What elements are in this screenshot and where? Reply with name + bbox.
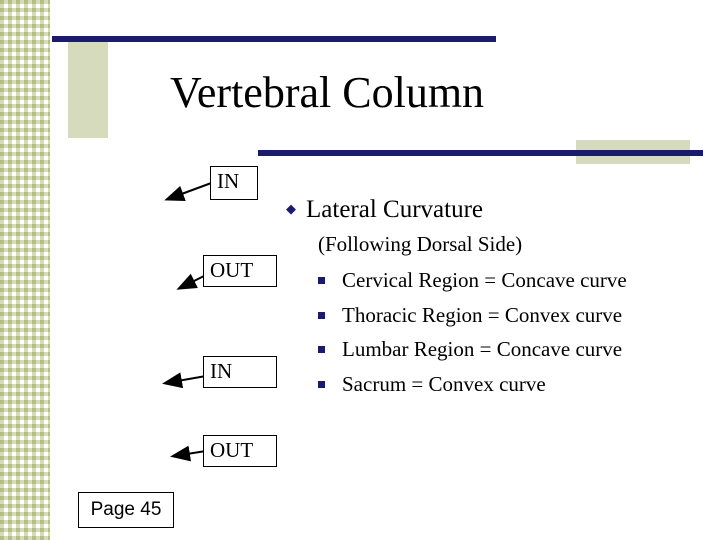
sub-list xyxy=(318,263,627,401)
slide-title: Vertebral Column xyxy=(170,68,485,117)
list-item: Cervical Region = Concave curve xyxy=(318,263,627,298)
sub-intro: (Following Dorsal Side) xyxy=(318,232,523,256)
arrow-icon xyxy=(168,182,214,199)
label-in-cervical: IN xyxy=(210,166,258,200)
square-bullet-icon xyxy=(318,312,325,319)
label-in-lumbar: IN xyxy=(203,356,277,388)
list-item: Thoracic Region = Convex curve xyxy=(318,298,627,333)
square-bullet-icon xyxy=(318,381,325,388)
list-item: Sacrum = Convex curve xyxy=(318,367,627,402)
square-bullet-icon xyxy=(318,277,325,284)
list-item: Lumbar Region = Concave curve xyxy=(318,332,627,367)
square-bullet-icon xyxy=(318,346,325,353)
page-number: Page 45 xyxy=(78,492,174,528)
arrow-icon xyxy=(174,451,206,456)
bullet-lateral-curvature xyxy=(286,194,483,225)
label-out-thoracic: OUT xyxy=(203,255,277,287)
bullet-text: Lateral Curvature xyxy=(306,196,483,223)
diamond-bullet-icon: ◆ xyxy=(286,201,296,216)
label-out-sacrum: OUT xyxy=(203,435,277,467)
arrow-icon xyxy=(166,376,206,383)
